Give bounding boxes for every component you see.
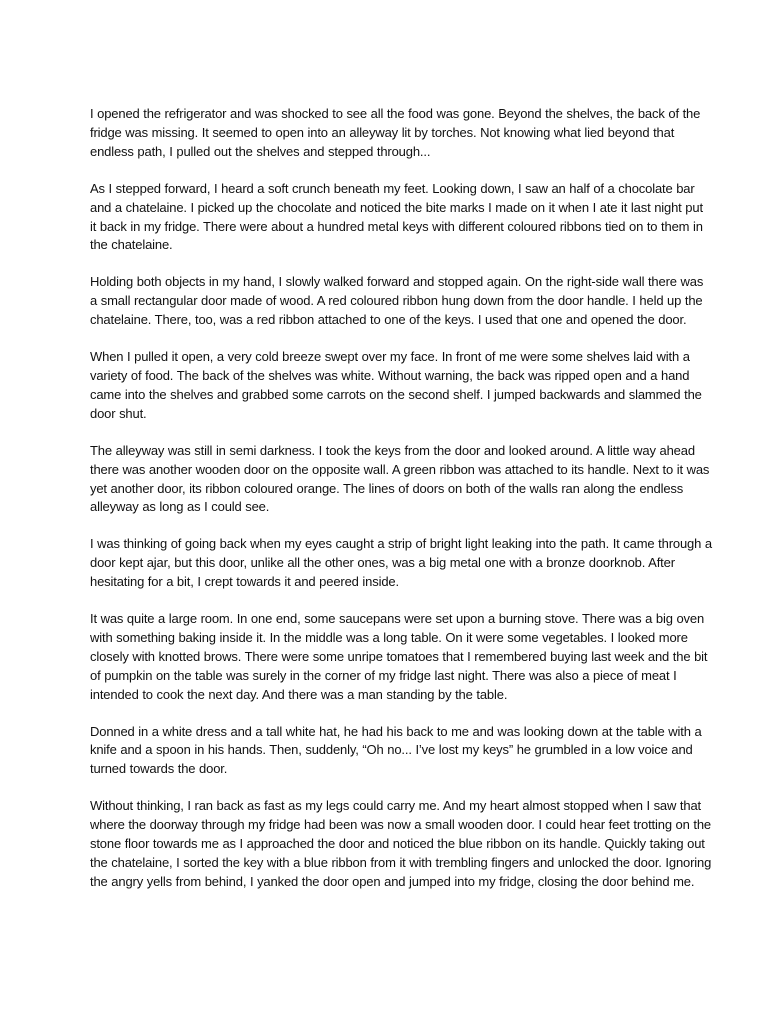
paragraph: The alleyway was still in semi darkness. I took the keys from the door and looked around. A little way ahead there was another wooden door on the opposite wall. A green ribbon was attached to its handle. Next to it was yet another door, its ribbon coloured orange. The lines of doors on both of the walls ran along the endless alleyway as long as I could see. bbox=[90, 442, 710, 515]
paragraph: I opened the refrigerator and was shocked to see all the food was gone. Beyond the shelves, the back of the fridge was missing. It seemed to open into an alleyway lit by torches. Not knowing what lied beyond that endless path, I pulled out the shelves and stepped through... bbox=[90, 106, 701, 159]
story-text bbox=[90, 105, 712, 910]
paragraph: Holding both objects in my hand, I slowly walked forward and stopped again. On the right-side wall there was a small rectangular door made of wood. A red coloured ribbon hung down from the door handle. I held up the chatelaine. There, too, was a red ribbon attached to one of the keys. I used that one and opened the door. bbox=[90, 274, 704, 328]
paragraph: As I stepped forward, I heard a soft crunch beneath my feet. Looking down, I saw an half of a chocolate bar and a chatelaine. I picked up the chocolate and noticed the bite marks I made on it when I ate it last night put it back in my fridge. There were about a hundred metal keys with different coloured ribbons tied on to them in the chatelaine. bbox=[90, 180, 703, 253]
paragraph: Donned in a white dress and a tall white hat, he had his back to me and was looking down at the table with a knife and a spoon in his hands. Then, suddenly, “Oh no... I’ve lost my keys” he grumbled in a low voice and turned towards the door. bbox=[90, 723, 702, 777]
paragraph: When I pulled it open, a very cold breeze swept over my face. In front of me were some shelves laid with a variety of food. The back of the shelves was white. Without warning, the back was ripped open and a hand came into the shelves and grabbed some carrots on the second shelf. I jumped backwards and slammed the door shut. bbox=[90, 349, 702, 421]
paragraph: I was thinking of going back when my eyes caught a strip of bright light leaking into the path. It came through a door kept ajar, but this door, unlike all the other ones, was a big metal one with a bronze doorknob. After hesitating for a bit, I crept towards it and peered inside. bbox=[90, 536, 712, 590]
paragraph: It was quite a large room. In one end, some saucepans were set upon a burning stove. There was a big oven with something baking inside it. In the middle was a long table. On it were some vegetables. I looked more closely with knotted brows. There were some unripe tomatoes that I remembered buying last week and the bit of pumpkin on the table was surely in the corner of my fridge last night. There was also a piece of meat I intended to cook the next day. And there was a man standing by the table. bbox=[90, 611, 708, 702]
paragraph: Without thinking, I ran back as fast as my legs could carry me. And my heart almost stopped when I saw that where the doorway through my fridge had been was now a small wooden door. I could hear feet trotting on the stone floor towards me as I approached the door and noticed the blue ribbon on its handle. Quickly taking out the chatelaine, I sorted the key with a blue ribbon from it with trembling fingers and unlocked the door. Ignoring the angry yells from behind, I yanked the door open and jumped into my fridge, closing the door behind me. bbox=[90, 798, 712, 889]
